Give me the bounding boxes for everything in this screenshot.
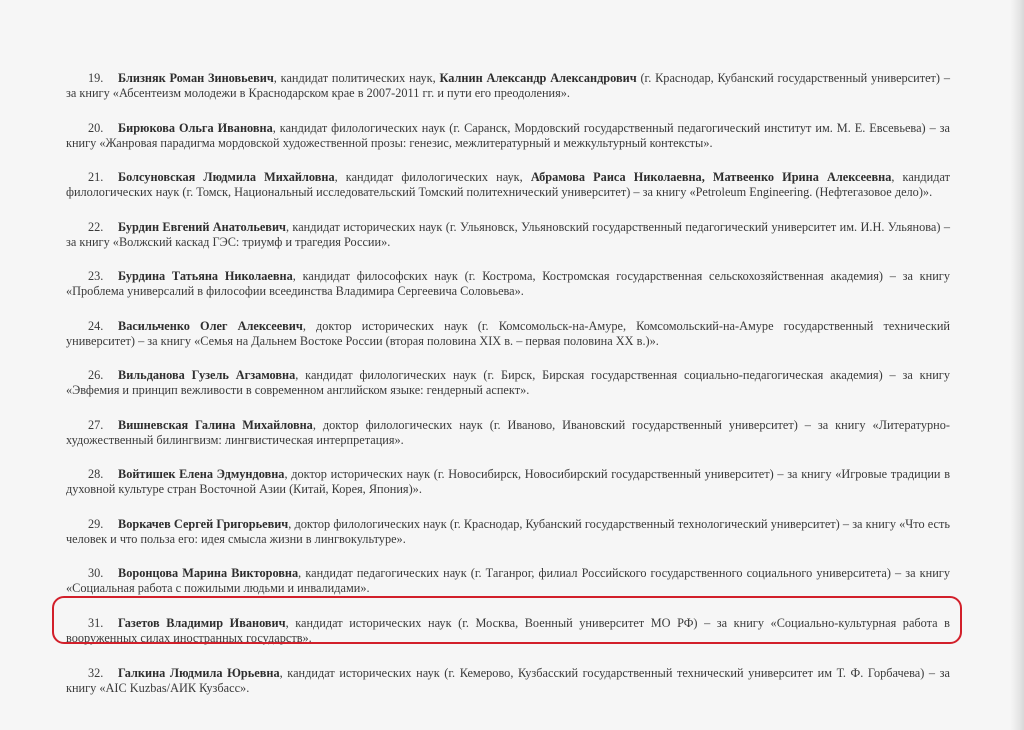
red-highlight-outline: [52, 596, 962, 644]
author-name: Вишневская Галина Михайловна: [118, 417, 313, 432]
item-text: , кандидат педагогических наук (г. Таганрог, филиал Российского государственного социального университета) – за книгу «Социальная работа с пожилыми людьми и инвалидами».: [66, 566, 950, 595]
list-item-32: [66, 666, 950, 696]
item-text: , кандидат исторических наук (г. Кемерово, Кузбасский государственный технический университет им Т. Ф. Горбачева) – за книгу «AIC Kuzbas/АИК Кузбасс».: [66, 665, 950, 695]
list-item-29: [66, 517, 950, 547]
item-number: 26.: [88, 368, 104, 382]
list-item-28: [66, 467, 950, 497]
item-number: 21.: [88, 170, 104, 184]
item-number: 24.: [88, 318, 104, 333]
item-text: , кандидат филологических наук (г. Саранск, Мордовский государственный педагогический институт им. М. Е. Евсевьева) – за книгу «Жанровая парадигма мордовской художественной прозы: генезис, межлитературный и межкультурный контексты».: [66, 120, 950, 150]
list-item-30: [66, 566, 950, 596]
item-text: , кандидат филологических наук (г. Бирск, Бирская государственная социально-педагогическая академия) – за книгу «Эвфемия и принцип вежливости в современном английском языке: гендерный аспект».: [66, 368, 950, 397]
list-item-24: [66, 319, 950, 349]
item-text: , кандидат политических наук,: [273, 71, 440, 85]
author-name: Газетов Владимир Иванович: [118, 615, 286, 630]
author-name: Войтишек Елена Эдмундовна: [118, 467, 285, 481]
item-text: , кандидат исторических наук (г. Москва, Военный университет МО РФ) – за книгу «Социально-культурная работа в вооруженных силах иностранных государств».: [66, 615, 950, 645]
list-item-23: [66, 269, 950, 299]
author-name: Близняк Роман Зиновьевич: [118, 71, 274, 85]
item-number: 27.: [88, 417, 104, 432]
list-item-20: [66, 121, 950, 151]
author-name: Болсуновская Людмила Михайловна: [118, 170, 335, 184]
item-text-cont: (г. Краснодар, Кубанский государственный университет) – за книгу «Абсентеизм молодежи в Краснодарском крае в 2007-2011 гг. и пути его преодоления».: [66, 71, 950, 100]
author-name: Вильданова Гузель Агзамовна: [118, 368, 296, 382]
item-number: 19.: [88, 71, 104, 85]
item-number: 20.: [88, 120, 104, 135]
item-text: , доктор исторических наук (г. Новосибирск, Новосибирский государственный университет) – за книгу «Игровые традиции в духовной культуре стран Восточной Азии (Китай, Корея, Япония)».: [66, 467, 951, 496]
author-name: Бурдина Татьяна Николаевна: [118, 269, 293, 283]
list-item-21: [66, 170, 950, 200]
list-item-27: [66, 418, 950, 448]
item-number: 29.: [88, 516, 104, 531]
coauthor-name: Абрамова Раиса Николаевна, Матвеенко Ирина Алексеевна: [530, 170, 892, 184]
author-name: Воркачев Сергей Григорьевич: [118, 516, 289, 531]
item-text-cont: , кандидат филологических наук (г. Томск, Национальный исследовательский Томский политехнический университет) – за книгу «Petroleum Engineering. (Нефтегазовое дело)».: [66, 170, 950, 199]
item-text: , доктор исторических наук (г. Комсомольск-на-Амуре, Комсомольский-на-Амуре государственный технический университет) – за книгу «Семья на Дальнем Востоке России (вторая половина XIX в. – первая половина XX в.)».: [66, 318, 950, 348]
list-item-19: [66, 71, 950, 101]
page-edge-shadow: [1010, 0, 1024, 730]
item-number: 28.: [88, 467, 104, 481]
item-text: , доктор филологических наук (г. Иваново, Ивановский государственный университет) – за книгу «Литературно-художественный билингвизм: лингвистическая интерпретация».: [66, 417, 950, 447]
author-name: Галкина Людмила Юрьевна: [118, 665, 280, 680]
item-text: , кандидат исторических наук (г. Ульяновск, Ульяновский государственный педагогический университет им. И.Н. Ульянова) – за книгу «Волжский каскад ГЭС: триумф и трагедия России».: [66, 219, 950, 249]
author-name: Бурдин Евгений Анатольевич: [118, 219, 286, 234]
item-text: , кандидат философских наук (г. Кострома, Костромская государственная сельскохозяйственная академия) – за книгу «Проблема универсалий в философии всеединства Владимира Сергеевича Соловьева».: [66, 269, 950, 298]
item-text: , доктор филологических наук (г. Краснодар, Кубанский государственный технологический университет) – за книгу «Что есть человек и что польза его: идея смысла жизни в лингвокультуре».: [66, 516, 950, 546]
author-name: Бирюкова Ольга Ивановна: [118, 120, 273, 135]
item-number: 22.: [88, 219, 104, 234]
list-item-22: [66, 220, 950, 250]
list-item-26: [66, 368, 950, 398]
item-number: 31.: [88, 615, 104, 630]
author-name: Воронцова Марина Викторовна: [118, 566, 299, 580]
coauthor-name: Калнин Александр Александрович: [439, 71, 637, 85]
item-number: 23.: [88, 269, 104, 283]
item-text: , кандидат филологических наук,: [334, 170, 531, 184]
item-number: 32.: [88, 665, 104, 680]
item-number: 30.: [88, 566, 104, 580]
author-name: Васильченко Олег Алексеевич: [118, 318, 303, 333]
